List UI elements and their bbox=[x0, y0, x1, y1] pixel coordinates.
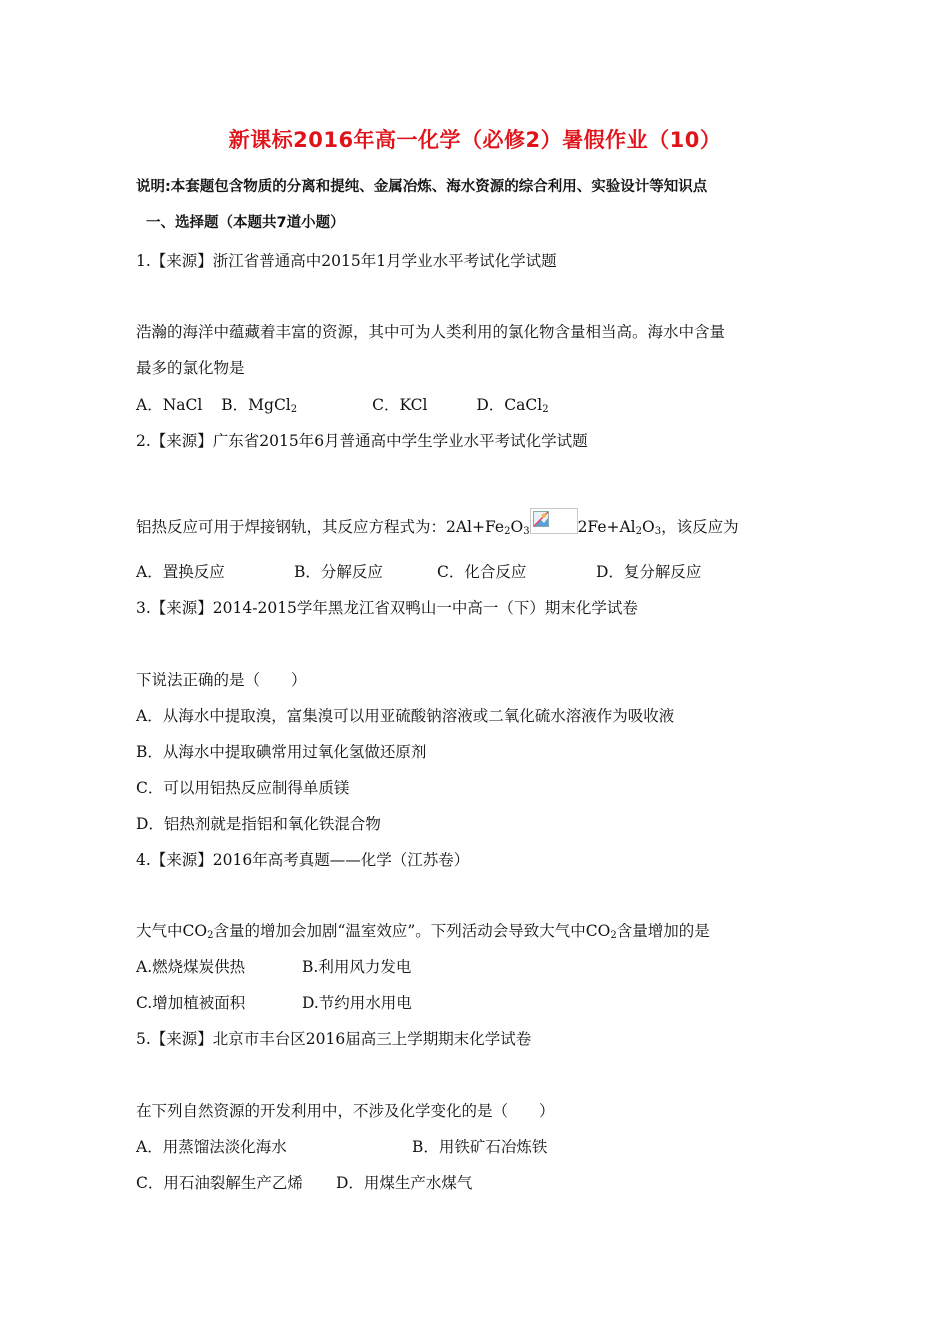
q3-option-d: D．铝热剂就是指铝和氧化铁混合物 bbox=[136, 815, 381, 833]
q2-option-b: B．分解反应 bbox=[294, 563, 383, 581]
q2-stem: 铝热反应可用于焊接钢轨，其反应方程式为：$2Al+Fe_2O_3$ $2Fe+Al_2O_3$，该反应为 bbox=[136, 508, 739, 542]
q4-options-row2 bbox=[136, 993, 412, 1013]
q5-option-b: B．用铁矿石冶炼铁 bbox=[412, 1138, 548, 1156]
q3-stem: 下说法正确的是（ ） bbox=[136, 671, 307, 689]
q4-option-a: A.燃烧煤炭供热 bbox=[136, 958, 246, 976]
q1-stem-line2: 最多的氯化物是 bbox=[136, 359, 245, 377]
q2-source: 2.【来源】广东省2015年6月普通高中学生学业水平考试化学试题 bbox=[136, 432, 588, 450]
q4-source: 4.【来源】2016年高考真题——化学（江苏卷） bbox=[136, 851, 470, 869]
intro-note: 说明:本套题包含物质的分离和提纯、金属冶炼、海水资源的综合利用、实验设计等知识点 bbox=[136, 179, 708, 195]
q1-option-d: D．CaCl$_2$ bbox=[476, 396, 549, 415]
q4-options-row1 bbox=[136, 957, 411, 977]
q3-option-a: A．从海水中提取溴，富集溴可以用亚硫酸钠溶液或二氧化硫水溶液作为吸收液 bbox=[136, 707, 675, 725]
q3-source: 3.【来源】2014-2015学年黑龙江省双鸭山一中高一（下）期末化学试卷 bbox=[136, 599, 638, 617]
q4-option-c: C.增加植被面积 bbox=[136, 994, 246, 1012]
q1-option-c: C．KCl bbox=[372, 396, 428, 414]
q2-option-c: C．化合反应 bbox=[437, 563, 527, 581]
q2-option-a: A．置换反应 bbox=[136, 563, 225, 581]
broken-image-icon bbox=[530, 508, 578, 534]
q3-option-b: B．从海水中提取碘常用过氧化氢做还原剂 bbox=[136, 743, 427, 761]
q2-options bbox=[136, 562, 701, 582]
q3-option-c: C．可以用铝热反应制得单质镁 bbox=[136, 779, 350, 797]
q1-option-a: A．NaCl bbox=[136, 396, 203, 414]
q5-source: 5.【来源】北京市丰台区2016届高三上学期期末化学试卷 bbox=[136, 1030, 532, 1048]
q5-option-a: A．用蒸馏法淡化海水 bbox=[136, 1138, 287, 1156]
q1-option-b: B．MgCl$_2$ bbox=[221, 396, 298, 415]
page-title: 新课标2016年高一化学（必修2）暑假作业（10） bbox=[228, 128, 722, 152]
q1-stem-line1: 浩瀚的海洋中蕴藏着丰富的资源，其中可为人类利用的氯化物含量相当高。海水中含量 bbox=[136, 323, 726, 341]
q4-option-d: D.节约用水用电 bbox=[302, 994, 412, 1012]
q5-option-c: C．用石油裂解生产乙烯 bbox=[136, 1174, 303, 1192]
q5-options-row1 bbox=[136, 1137, 547, 1157]
q1-source: 1.【来源】浙江省普通高中2015年1月学业水平考试化学试题 bbox=[136, 252, 557, 270]
q1-options bbox=[136, 395, 549, 420]
q4-option-b: B.利用风力发电 bbox=[302, 958, 412, 976]
q5-stem: 在下列自然资源的开发利用中，不涉及化学变化的是（ ） bbox=[136, 1102, 555, 1120]
q5-option-d: D．用煤生产水煤气 bbox=[336, 1174, 473, 1192]
q4-stem: 大气中$CO_2$含量的增加会加剧“温室效应”。下列活动会导致大气中$CO_2$含量增加的是 bbox=[136, 922, 710, 941]
section-heading: 一、选择题（本题共7道小题） bbox=[146, 215, 345, 231]
q2-option-d: D．复分解反应 bbox=[596, 563, 702, 581]
q5-options-row2 bbox=[136, 1173, 472, 1193]
